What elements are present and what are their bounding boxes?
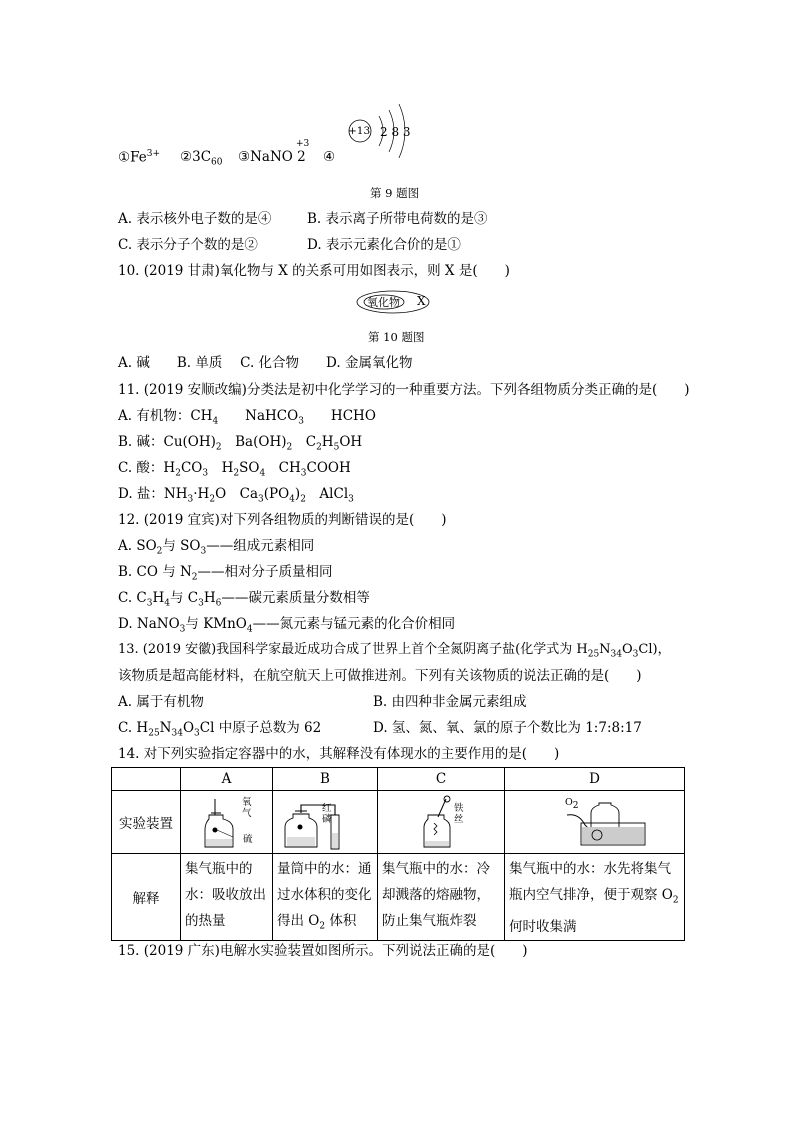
q13-option-b: B. 由四种非金属元素组成 <box>373 694 527 710</box>
apparatus-d-cell <box>505 791 685 854</box>
oxide-label: 氧化物 <box>367 296 400 309</box>
q12-option-c: C. $C_3H_4$与 $C_3H_6——$碳元素质量分数相等 <box>118 590 370 609</box>
apparatus-a-cell <box>181 791 273 854</box>
q11-option-d: D. 盐：$NH_3\cdot H_2O$ $Ca_3(PO_4)_2$ AlCl$_3$ <box>118 486 354 505</box>
q9-item-3: ③NaNO 2 <box>238 149 306 165</box>
q14-table <box>111 767 685 941</box>
q9-option-b: B. 表示离子所带电荷数的是③ <box>307 211 488 227</box>
table-row <box>112 854 685 941</box>
table-header-cell <box>112 768 181 791</box>
q9-valence: +3 <box>296 139 310 149</box>
q11-option-a: A. 有机物：$CH_4$ NaHCO$_3$ HCHO <box>118 408 376 427</box>
q11-stem: 11. (2019 安顺改编)分类法是初中化学学习的一种重要方法。下列各组物质分类正确的是( ) <box>118 382 690 398</box>
explain-d: 集气瓶中的水：水先将集气瓶内空气排净，便于观察 $O_2$ 何时收集满 <box>505 854 685 941</box>
iron-wire-label: 铁丝 <box>454 803 464 825</box>
gas-bottle-sulfur-diagram <box>203 797 237 851</box>
q9-option-d: D. 表示元素化合价的是① <box>307 237 461 253</box>
q15-stem: 15. (2019 广东)电解水实验装置如图所示。下列说法正确的是( ) <box>118 943 528 959</box>
q10-figure <box>355 289 435 315</box>
q13-stem-line2: 该物质是超高能材料，在航空航天上可做推进剂。下列有关该物质的说法正确的是( ) <box>118 668 642 684</box>
q9-item-4: ④ <box>323 149 336 165</box>
explain-c: 集气瓶中的水：冷却溅落的熔融物，防止集气瓶炸裂 <box>378 854 505 941</box>
sulfur-label: 硫 <box>243 834 253 845</box>
oxygen-label: 氧气 <box>242 797 252 819</box>
q10-caption: 第 10 题图 <box>368 330 425 344</box>
q9-option-c: C. 表示分子个数的是② <box>118 237 258 253</box>
q12-stem: 12. (2019 宜宾)对下列各组物质的判断错误的是( ) <box>118 512 447 528</box>
x-label: X <box>417 294 426 308</box>
q13-option-c: C. $H_{25}N_{34}O_3Cl$ 中原子总数为 62 <box>118 720 322 739</box>
table-header-row <box>112 768 685 791</box>
row-label-explain: 解释 <box>112 854 181 941</box>
q14-stem: 14. 对下列实验指定容器中的水，其解释没有体现水的主要作用的是( ) <box>118 746 560 762</box>
q11-option-b: B. 碱：$Cu(OH)_2$ $Ba(OH)_2$ $C_2H_5OH$ <box>118 434 363 453</box>
phosphorus-cylinder-diagram <box>283 793 353 851</box>
explain-a: 集气瓶中的水：吸收放出的热量 <box>181 854 273 941</box>
q12-option-d: D. NaNO$_3$与 KMnO$_4$——氮元素与锰元素的化合价相同 <box>118 616 456 635</box>
q10-stem: 10. (2019 甘肃)氧化物与 X 的关系可用如图表示，则 X 是( ) <box>118 263 510 279</box>
table-header-cell: C <box>378 768 505 791</box>
q9-item-1: $①Fe^{3+}$ <box>118 149 161 166</box>
q13-option-a: A. 属于有机物 <box>118 694 204 710</box>
q11-option-c: C. 酸：$H_2CO_3$ $H_2SO_4$ $CH_3COOH$ <box>118 460 351 479</box>
q12-option-a: A. $SO_2$与 $SO_3——$组成元素相同 <box>118 538 315 557</box>
explain-b: 量筒中的水：通过水体积的变化得出 $O_2$ 体积 <box>273 854 378 941</box>
table-header-cell: B <box>273 768 378 791</box>
apparatus-c-cell <box>378 791 505 854</box>
oxygen-inlet-label: $O_2$ <box>565 797 579 811</box>
table-header-cell: D <box>505 768 685 791</box>
q12-option-b: B. CO 与 $N_2——$相对分子质量相同 <box>118 564 333 583</box>
apparatus-b-cell <box>273 791 378 854</box>
electron-shells: 2 8 3 <box>380 125 411 139</box>
water-displacement-gas-collection-diagram <box>565 801 665 849</box>
q9-option-a: A. 表示核外电子数的是④ <box>118 211 272 227</box>
q13-stem-line1: 13. (2019 安徽)我国科学家最近成功合成了世界上首个全氮阴离子盐(化学式为 $H_{25}N_{34}O_3Cl$)， <box>118 642 671 660</box>
q9-caption: 第 9 题图 <box>370 186 420 200</box>
q9-item-2: $②3C_{60}$ <box>180 149 223 168</box>
table-row <box>112 791 685 854</box>
table-header-cell: A <box>181 768 273 791</box>
q9-figure <box>118 100 418 170</box>
nucleus-charge: +13 <box>348 125 371 137</box>
row-label-apparatus: 实验装置 <box>112 791 181 854</box>
q10-options: A. 碱 B. 单质 C. 化合物 D. 金属氧化物 <box>118 355 413 371</box>
red-phosphorus-label: 红磷 <box>322 803 332 825</box>
q13-option-d: D. 氢、氮、氧、氯的原子个数比为 1:7:8:17 <box>373 720 642 736</box>
